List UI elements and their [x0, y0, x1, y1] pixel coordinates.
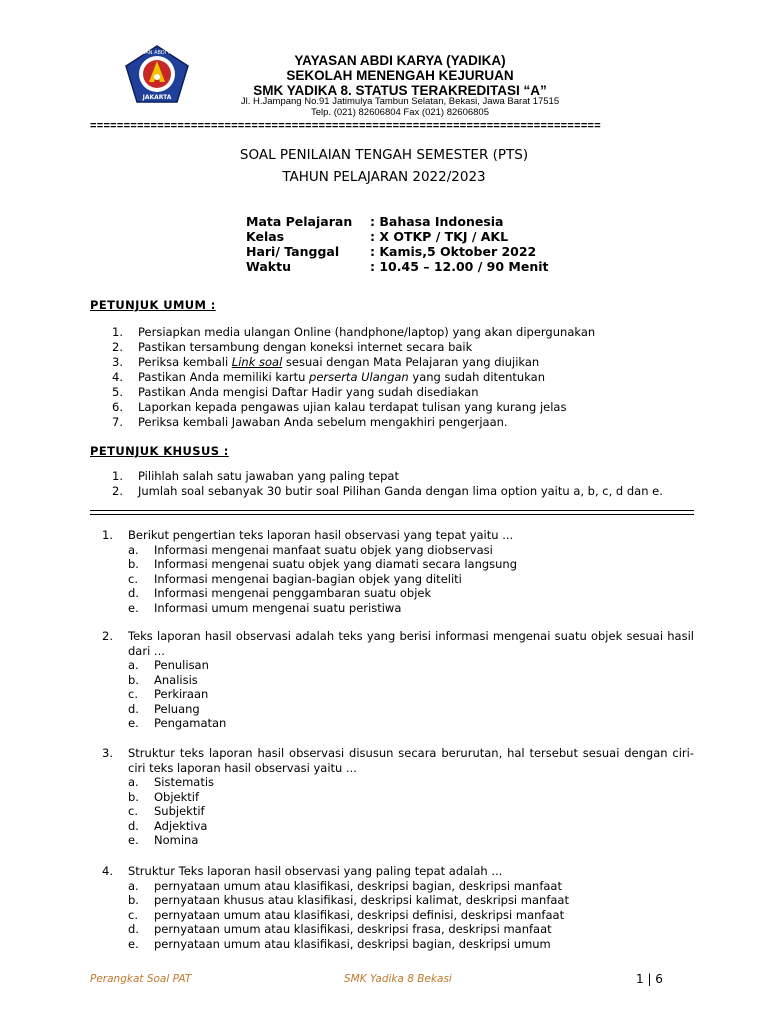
answer-option: [102, 572, 694, 587]
answer-option: [102, 922, 694, 937]
answer-option: [102, 543, 694, 558]
section-divider: [90, 510, 694, 511]
school-type: SEKOLAH MENENGAH KEJURUAN: [286, 68, 514, 83]
option-letter: c.: [128, 687, 138, 701]
item-text: Pilihlah salah satu jawaban yang paling tepat: [138, 469, 399, 483]
answer-option: [102, 819, 694, 834]
section-divider: [90, 514, 694, 515]
option-letter: a.: [128, 658, 139, 672]
answer-option: [102, 879, 694, 894]
option-letter: c.: [128, 571, 138, 586]
option-letter: a.: [128, 775, 139, 789]
option-text: pernyataan khusus atau klasifikasi, deskripsi kalimat, deskripsi manfaat: [154, 893, 569, 907]
option-letter: a.: [128, 878, 139, 893]
svg-text:JAKARTA: JAKARTA: [142, 94, 172, 101]
question-number: 4.: [102, 864, 113, 878]
option-text: Informasi mengenai manfaat suatu objek yang diobservasi: [154, 542, 493, 557]
option-letter: b.: [128, 557, 139, 571]
answer-option: [102, 601, 694, 616]
footer-school-name: SMK Yadika 8 Bekasi: [344, 973, 452, 985]
academic-year: TAHUN PELAJARAN 2022/2023: [282, 169, 486, 185]
option-letter: a.: [128, 542, 139, 557]
item-text: Pastikan Anda mengisi Daftar Hadir yang sudah disediakan: [138, 385, 479, 399]
answer-option: [102, 790, 694, 805]
option-text: Analisis: [154, 672, 198, 687]
info-value: : Kamis,5 Oktober 2022: [370, 244, 537, 259]
info-label: Mata Pelajaran: [246, 214, 353, 229]
school-name-status: SMK YADIKA 8. STATUS TERAKREDITASI “A”: [253, 83, 547, 98]
option-text: Peluang: [154, 701, 200, 716]
info-label: Kelas: [246, 229, 285, 244]
svg-text:YAYASAN ABDI KARYA: YAYASAN ABDI KARYA: [130, 50, 184, 56]
item-number: 5.: [112, 385, 123, 399]
option-letter: e.: [128, 716, 139, 730]
option-text: pernyataan umum atau klasifikasi, deskripsi frasa, deskripsi manfaat: [154, 922, 552, 936]
question-text: Struktur teks laporan hasil observasi disusun secara berurutan, hal tersebut sesuai dengan ciri-ciri teks laporan hasil observasi yaitu ...: [128, 746, 694, 775]
item-number: 7.: [112, 415, 123, 429]
option-text: Informasi mengenai suatu objek yang diamati secara langsung: [154, 557, 518, 571]
info-value: : X OTKP / TKJ / AKL: [370, 229, 509, 244]
page-number: 1 | 6: [636, 972, 663, 986]
item-number: 2.: [112, 484, 123, 498]
answer-option: [102, 716, 694, 731]
question-3: [102, 746, 694, 848]
question-text: Struktur Teks laporan hasil observasi yang paling tepat adalah ...: [128, 864, 503, 878]
item-number: 1.: [112, 469, 123, 483]
info-label: Hari/ Tanggal: [246, 244, 340, 259]
item-number: 4.: [112, 370, 123, 384]
answer-option: [102, 557, 694, 572]
option-letter: e.: [128, 600, 139, 615]
answer-option: [102, 687, 694, 702]
option-text: Sistematis: [154, 775, 215, 789]
question-1: [102, 528, 694, 615]
option-letter: e.: [128, 833, 139, 847]
option-text: Informasi umum mengenai suatu peristiwa: [154, 600, 402, 615]
option-text: Pengamatan: [154, 716, 227, 730]
item-text: Jumlah soal sebanyak 30 butir soal Pilihan Ganda dengan lima option yaitu a, b, c, d dan e.: [138, 484, 663, 498]
info-label: Waktu: [246, 259, 291, 274]
option-letter: b.: [128, 789, 139, 804]
option-letter: b.: [128, 893, 139, 907]
option-text: Informasi mengenai penggambaran suatu objek: [154, 586, 432, 600]
option-text: pernyataan umum atau klasifikasi, deskripsi bagian, deskripsi manfaat: [154, 878, 562, 893]
answer-option: [102, 658, 694, 673]
answer-option: [102, 833, 694, 848]
answer-option: [102, 586, 694, 601]
question-number: 1.: [102, 528, 113, 542]
option-letter: c.: [128, 907, 138, 922]
item-text: Periksa kembali Link soal sesuai dengan Mata Pelajaran yang diujikan: [138, 355, 540, 369]
answer-option: [102, 804, 694, 819]
option-letter: d.: [128, 701, 139, 716]
exam-title: SOAL PENILAIAN TENGAH SEMESTER (PTS): [239, 147, 529, 163]
question-number: 3.: [102, 746, 113, 760]
school-address: Jl. H.Jampang No.91 Jatimulya Tambun Selatan, Bekasi, Jawa Barat 17515: [240, 96, 560, 107]
answer-option: [102, 893, 694, 908]
answer-option: [102, 702, 694, 717]
item-text: Pastikan tersambung dengan koneksi internet secara baik: [138, 340, 473, 354]
option-text: Objektif: [154, 789, 200, 804]
general-instructions-heading: PETUNJUK UMUM :: [90, 298, 216, 312]
option-letter: b.: [128, 672, 139, 687]
option-letter: c.: [128, 804, 138, 818]
info-value: : Bahasa Indonesia: [370, 214, 504, 229]
header-divider: ============================================================================: [90, 120, 602, 132]
item-number: 3.: [112, 355, 123, 369]
option-letter: e.: [128, 936, 139, 951]
item-text: Persiapkan media ulangan Online (handphone/laptop) yang akan dipergunakan: [138, 325, 596, 339]
question-number: 2.: [102, 629, 113, 643]
answer-option: [102, 673, 694, 688]
option-text: Subjektif: [154, 804, 205, 818]
option-text: pernyataan umum atau klasifikasi, deskripsi definisi, deskripsi manfaat: [154, 907, 565, 922]
answer-option: [102, 775, 694, 790]
option-text: Informasi mengenai bagian-bagian objek yang diteliti: [154, 571, 462, 586]
item-text: Periksa kembali Jawaban Anda sebelum mengakhiri pengerjaan.: [138, 415, 508, 429]
item-number: 2.: [112, 340, 123, 354]
question-4: [102, 864, 694, 951]
option-text: Nomina: [154, 833, 199, 847]
school-phone: Telp. (021) 82606804 Fax (021) 82606805: [311, 107, 489, 118]
item-number: 1.: [112, 325, 123, 339]
answer-option: [102, 908, 694, 923]
option-letter: d.: [128, 922, 139, 936]
item-number: 6.: [112, 400, 123, 414]
item-text: Pastikan Anda memiliki kartu perserta Ulangan yang sudah ditentukan: [138, 370, 546, 384]
foundation-name: YAYASAN ABDI KARYA (YADIKA): [294, 53, 506, 68]
answer-option: [102, 937, 694, 952]
question-text: Berikut pengertian teks laporan hasil observasi yang tepat yaitu ...: [128, 528, 514, 542]
special-instructions-heading: PETUNJUK KHUSUS :: [90, 444, 229, 458]
option-text: Perkiraan: [154, 687, 209, 701]
option-text: pernyataan umum atau klasifikasi, deskripsi bagian, deskripsi umum: [154, 936, 551, 951]
info-value: : 10.45 – 12.00 / 90 Menit: [370, 259, 549, 274]
option-letter: d.: [128, 586, 139, 600]
footer-document-name: Perangkat Soal PAT: [90, 973, 192, 985]
item-text: Laporkan kepada pengawas ujian kalau terdapat tulisan yang kurang jelas: [138, 400, 567, 414]
question-2: [102, 629, 694, 731]
option-letter: d.: [128, 818, 139, 833]
option-text: Adjektiva: [154, 818, 208, 833]
question-text: Teks laporan hasil observasi adalah teks yang berisi informasi mengenai suatu objek sesuai hasil dari ...: [128, 629, 694, 658]
option-text: Penulisan: [154, 658, 209, 672]
